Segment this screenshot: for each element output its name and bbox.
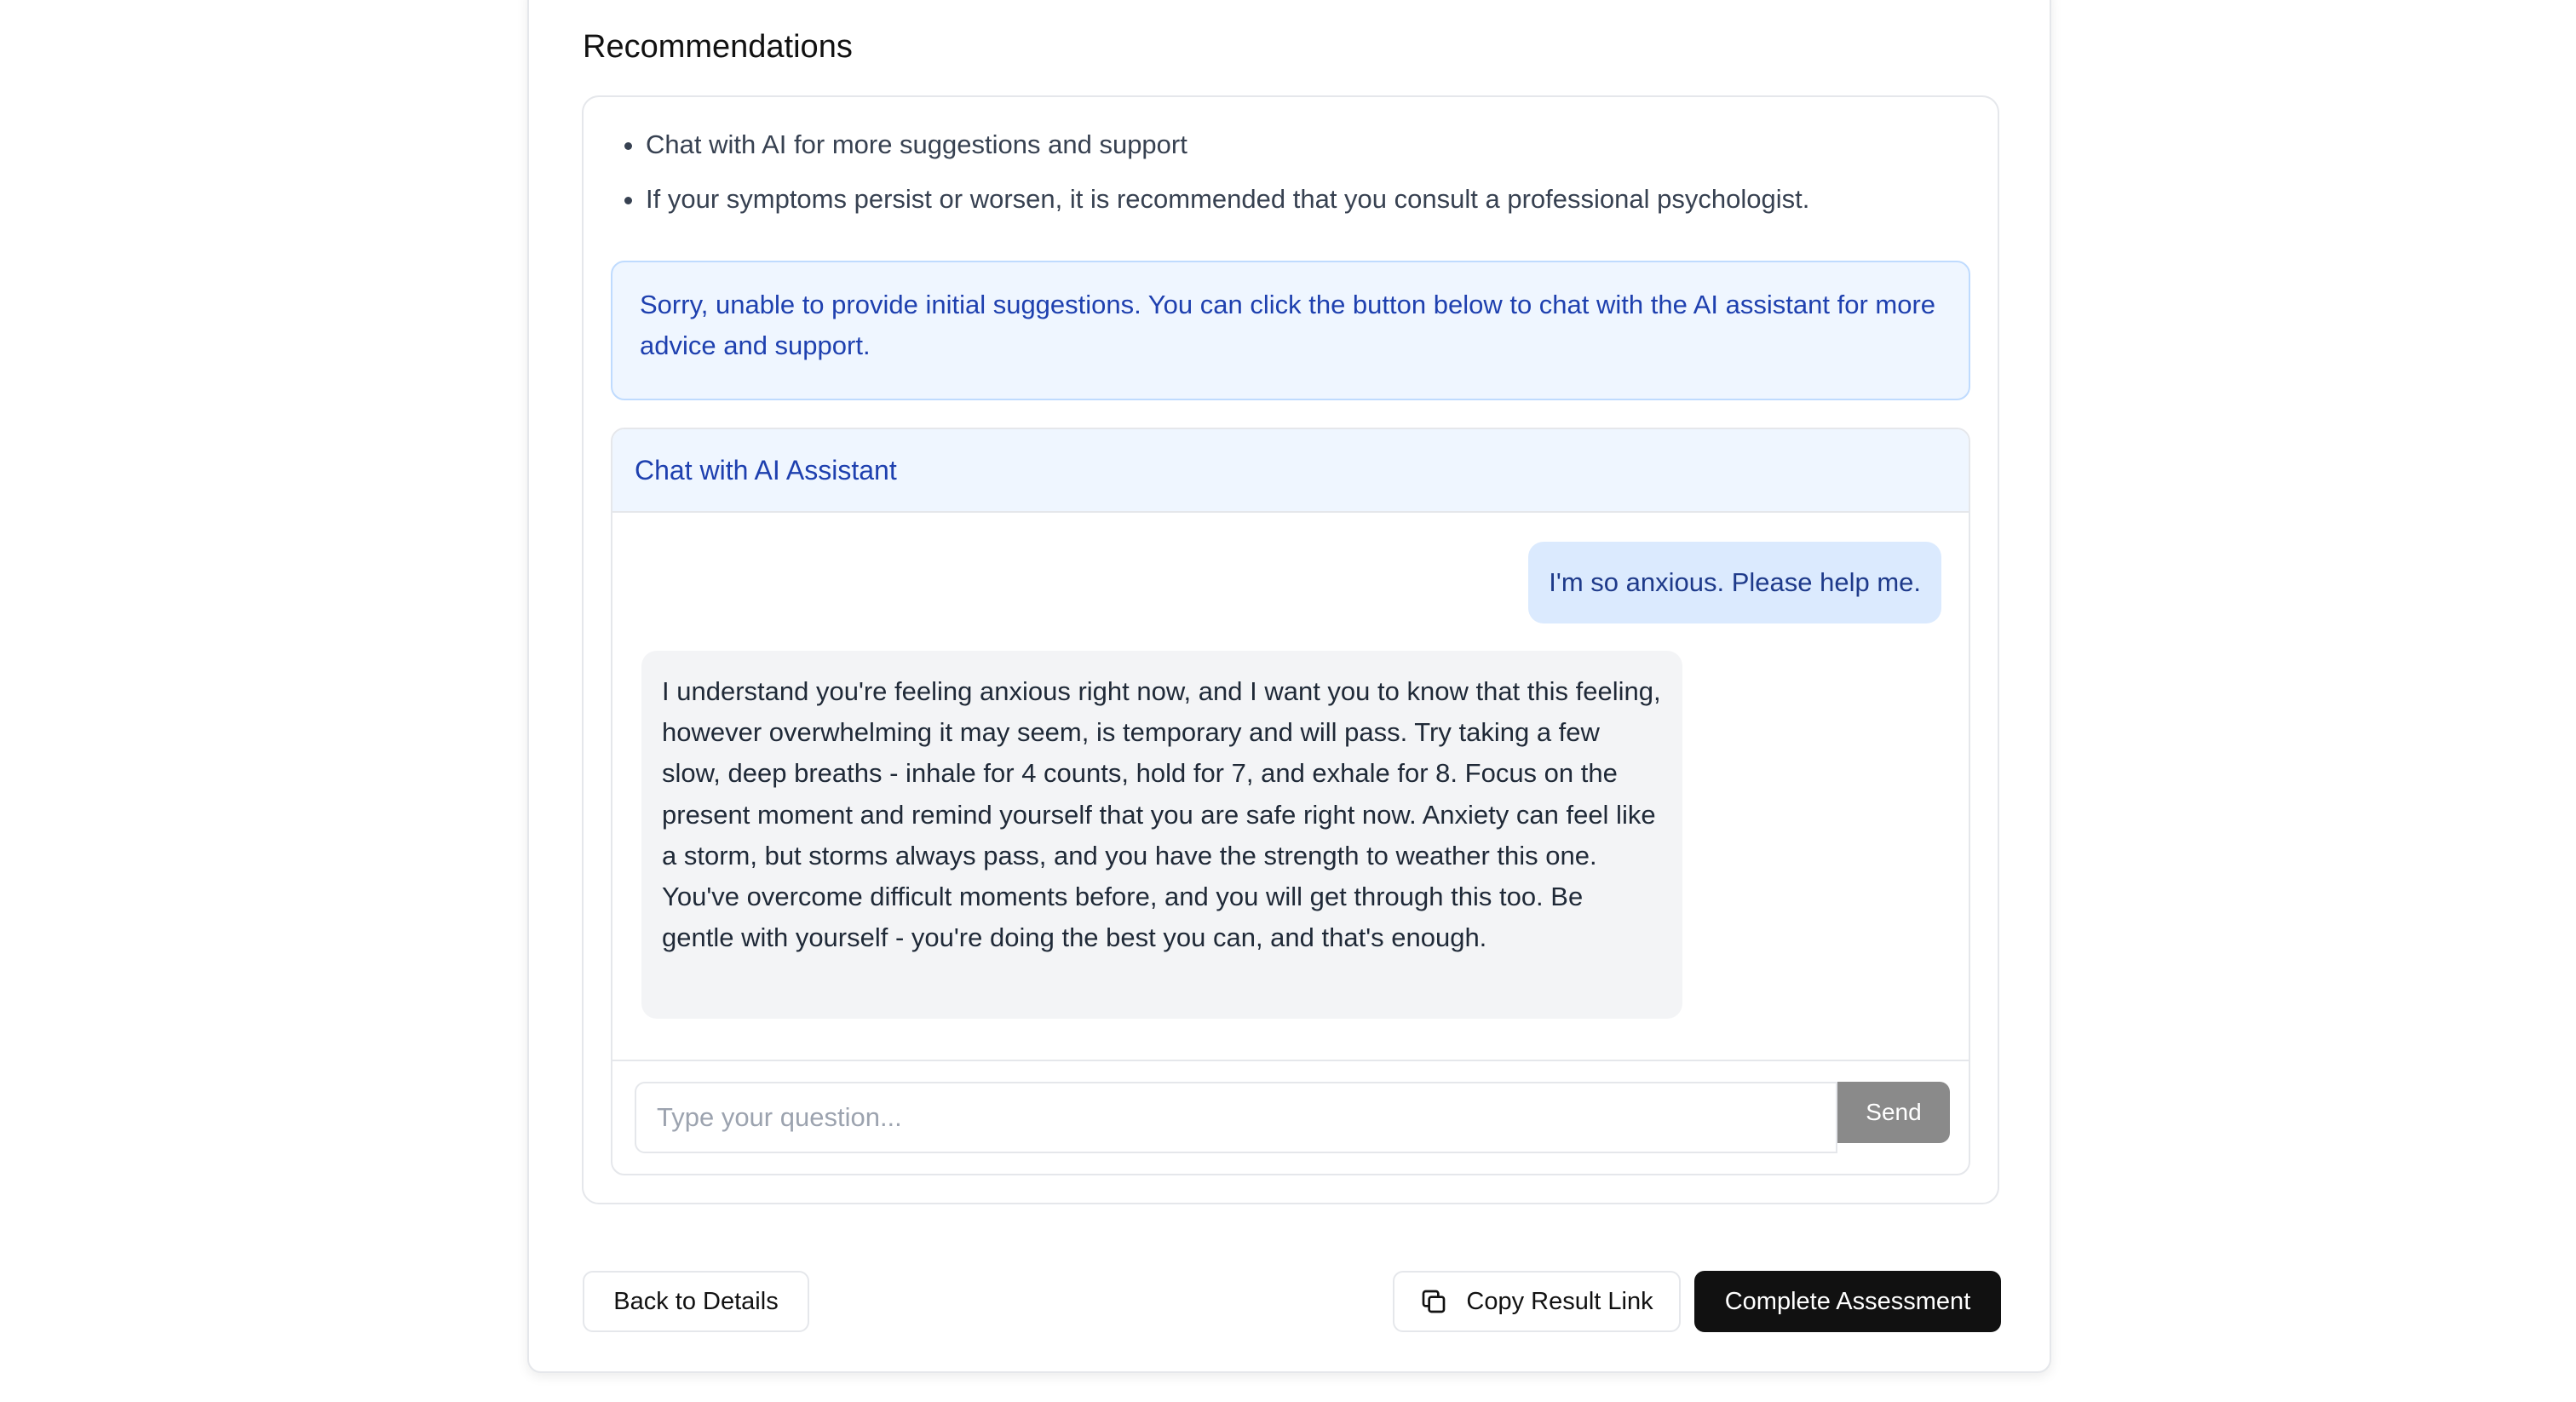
- back-to-details-button[interactable]: Back to Details: [583, 1271, 809, 1332]
- chat-question-input[interactable]: [635, 1082, 1837, 1153]
- copy-result-link-label: Copy Result Link: [1466, 1287, 1653, 1315]
- chat-title: Chat with AI Assistant: [612, 429, 1969, 513]
- suggestion-notice: Sorry, unable to provide initial suggestions. You can click the button below to chat with the AI assistant for more advice and support.: [611, 261, 1970, 400]
- list-item: • Chat with AI for more suggestions and support: [646, 126, 1809, 181]
- user-message: I'm so anxious. Please help me.: [1528, 542, 1941, 623]
- recommendations-list: [617, 126, 1809, 235]
- recommendations-title: Recommendations: [583, 29, 853, 65]
- copy-icon: [1420, 1288, 1447, 1315]
- ai-chat-panel: [611, 428, 1970, 1175]
- send-button[interactable]: Send: [1837, 1082, 1950, 1143]
- assistant-message: I understand you're feeling anxious right now, and I want you to know that this feeling, however overwhelming it may seem, is temporary and will pass. Try taking a few slow, deep breaths - inhale for 4 counts, hold for 7, and exhale for 8. Focus on the present moment and remind yourself that you are safe right now. Anxiety can feel like a storm, but storms always pass, and you have the strength to weather this one. You've overcome difficult moments before, and you will get through this too. Be gentle with yourself - you're doing the best you can, and that's enough.: [641, 651, 1682, 1019]
- chat-input-bar: [612, 1060, 1969, 1175]
- copy-result-link-button[interactable]: [1393, 1271, 1681, 1332]
- complete-assessment-button[interactable]: Complete Assessment: [1694, 1271, 2001, 1332]
- list-item: • If your symptoms persist or worsen, it is recommended that you consult a professional psychologist.: [646, 181, 1809, 235]
